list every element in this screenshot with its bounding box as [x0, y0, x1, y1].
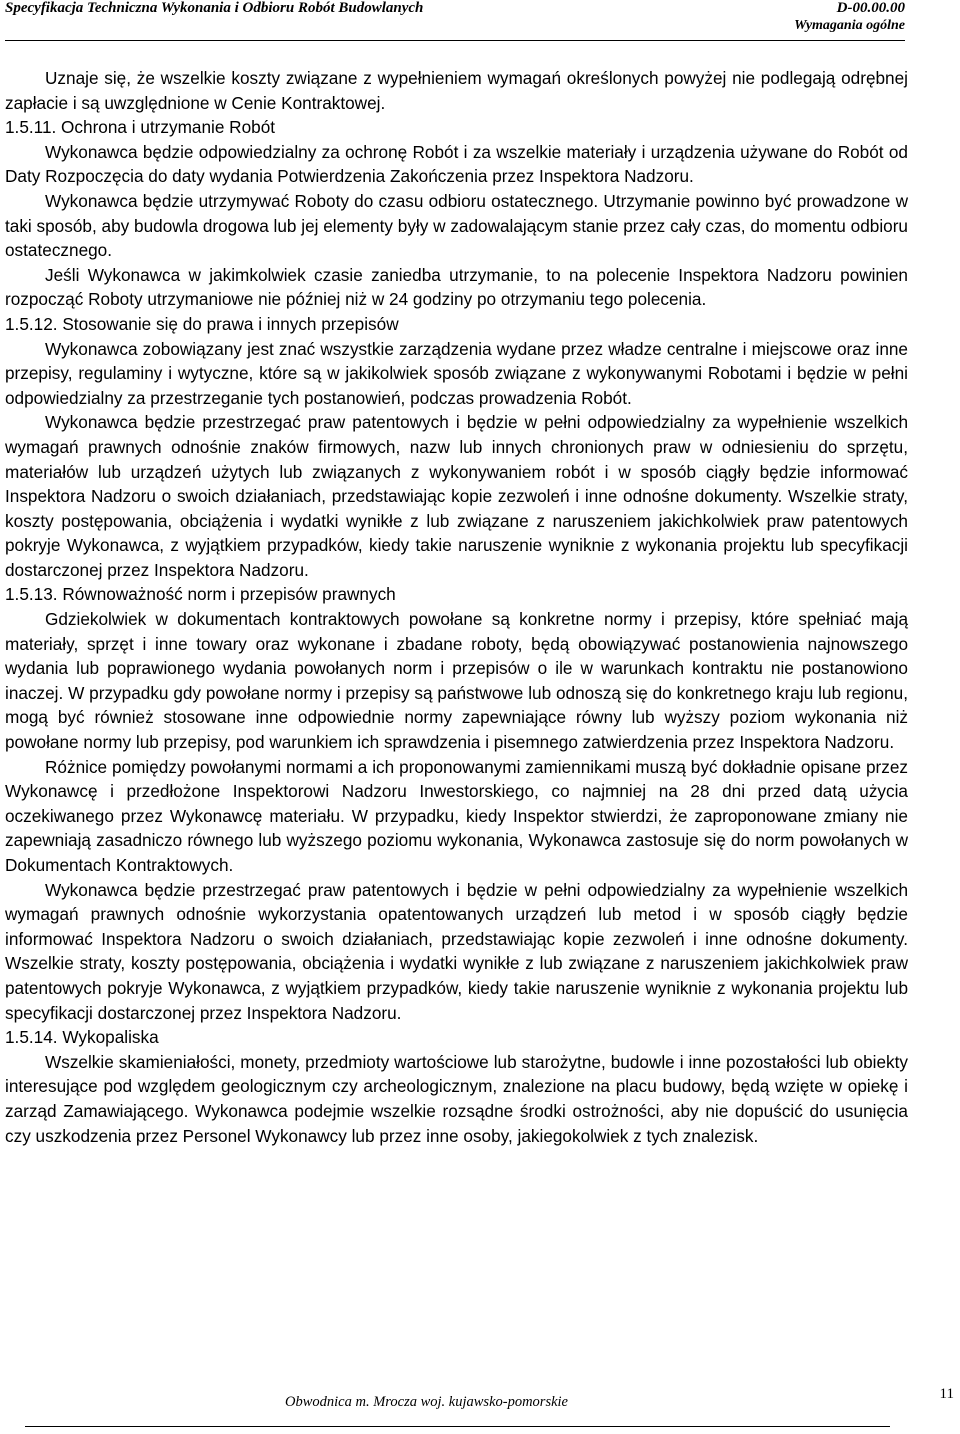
paragraph: Wykonawca będzie przestrzegać praw patentowych i będzie w pełni odpowiedzialny za wypełnienie wszelkich wymagań prawnych odnośnie wykorzystania opatentowanych urządzeń lub metod i w sposób ciągły będzie informować Inspektora Nadzoru o swoich działaniach, przedstawiając kopie zezwoleń i inne odnośne dokumenty. Wszelkie straty, koszty postępowania, obciążenia i wydatki wynikłe z lub związane z naruszeniem jakichkolwiek praw patentowych pokryje Wykonawca, z wyjątkiem przypadków, kiedy takie naruszenie wyniknie z wykonania projektu lub specyfikacji dostarczonej przez Inspektora Nadzoru. [5, 879, 908, 1023]
paragraph: Wykonawca będzie odpowiedzialny za ochronę Robót i za wszelkie materiały i urządzenia używane do Robót od Daty Rozpoczęcia do daty wydania Potwierdzenia Zakończenia przez Inspektora Nadzoru. [5, 141, 908, 187]
document-title: Specyfikacja Techniczna Wykonania i Odbioru Robót Budowlanych [5, 0, 424, 16]
section-heading: 1.5.13. Równoważność norm i przepisów prawnych [5, 584, 396, 605]
footer-divider [25, 1426, 890, 1427]
paragraph: Różnice pomiędzy powołanymi normami a ich proponowanymi zamiennikami muszą być dokładnie opisane przez Wykonawcę i przedłożone Inspektorowi Nadzoru Inwestorskiego, co najmniej na 28 dni przed datą użycia oczekiwanego przez Wykonawcę materiału. W przypadku, kiedy Inspektor stwierdzi, że zaproponowane zmiany nie zapewniają zasadniczo równego lub wyższego poziomu wykonania, Wykonawca zastosuje się do norm powołanych w Dokumentach Kontraktowych. [5, 756, 908, 875]
page-header [5, 0, 905, 42]
section-heading: 1.5.11. Ochrona i utrzymanie Robót [5, 117, 276, 138]
paragraph: Wykonawca zobowiązany jest znać wszystkie zarządzenia wydane przez władze centralne i miejscowe oraz inne przepisy, regulaminy i wytyczne, które są w jakikolwiek sposób związane z wykonywanymi Robotami i będzie w pełni odpowiedzialny za przestrzeganie tych postanowień, podczas prowadzenia Robót. [5, 338, 908, 408]
document-code: D-00.00.00 [836, 0, 905, 16]
paragraph: Jeśli Wykonawca w jakimkolwiek czasie zaniedba utrzymanie, to na polecenie Inspektora Nadzoru powinien rozpocząć Roboty utrzymaniowe nie później niż w 24 godziny po otrzymaniu tego polecenia. [5, 264, 908, 310]
paragraph: Wykonawca będzie przestrzegać praw patentowych i będzie w pełni odpowiedzialny za wypełnienie wszelkich wymagań prawnych odnośnie znaków firmowych, nazw lub innych chronionych praw w odniesieniu do sprzętu, materiałów lub urządzeń użytych lub związanych z wykonywaniem robót i w sposób ciągły będzie informować Inspektora Nadzoru o swoich działaniach, przedstawiając kopie zezwoleń i inne odnośne dokumenty. Wszelkie straty, koszty postępowania, obciążenia i wydatki wynikłe z lub związane z naruszeniem jakichkolwiek praw patentowych pokryje Wykonawca, z wyjątkiem przypadków, kiedy takie naruszenie wyniknie z wykonania projektu lub specyfikacji dostarczonej przez Inspektora Nadzoru. [5, 412, 908, 580]
paragraph: Wszelkie skamieniałości, monety, przedmioty wartościowe lub starożytne, budowle i inne pozostałości lub obiekty interesujące pod względem geologicznym czy archeologicznym, znalezione na placu budowy, będą wzięte w opiekę i zarząd Zamawiającego. Wykonawca podejmie wszelkie rozsądne środki ostrożności, aby nie dopuścić do usunięcia czy uszkodzenia przez Personel Wykonawcy lub przez inne osoby, jakiegokolwiek z tych znalezisk. [5, 1051, 908, 1146]
paragraph: Gdziekolwiek w dokumentach kontraktowych powołane są konkretne normy i przepisy, które spełniać mają materiały, sprzęt i inne towary oraz wykonane i zbadane roboty, będą obowiązywać postanowienia najnowszego wydania lub poprawionego wydania powołanych norm i przepisów o ile w warunkach kontraktu nie postanowiono inaczej. W przypadku gdy powołane normy i przepisy są państwowe lub odnoszą się do konkretnego kraju lub regionu, mogą być również stosowane inne odpowiednie normy zapewniające równy lub wyższy poziom wykonania niż powołane normy lub przepisy, pod warunkiem ich sprawdzenia i pisemnego zatwierdzenia przez Inspektora Nadzoru. [5, 609, 908, 753]
section-heading: 1.5.12. Stosowanie się do prawa i innych przepisów [5, 313, 399, 334]
header-divider [5, 40, 905, 41]
section-heading: 1.5.14. Wykopaliska [5, 1027, 159, 1048]
page-footer [0, 1388, 960, 1434]
page-number: 11 [939, 1386, 954, 1402]
document-subtitle: Wymagania ogólne [794, 18, 905, 33]
paragraph: Wykonawca będzie utrzymywać Roboty do czasu odbioru ostatecznego. Utrzymanie powinno być prowadzone w taki sposób, aby budowla drogowa lub jej elementy były w zadowalającym stanie przez cały czas, do momentu odbioru ostatecznego. [5, 190, 908, 261]
paragraph: Uznaje się, że wszelkie koszty związane z wypełnieniem wymagań określonych powyżej nie podlegają odrębnej zapłacie i są uwzględnione w Cenie Kontraktowej. [5, 68, 908, 113]
document-body [5, 66, 908, 1148]
project-location: Obwodnica m. Mrocza woj. kujawsko-pomorskie [285, 1394, 568, 1410]
